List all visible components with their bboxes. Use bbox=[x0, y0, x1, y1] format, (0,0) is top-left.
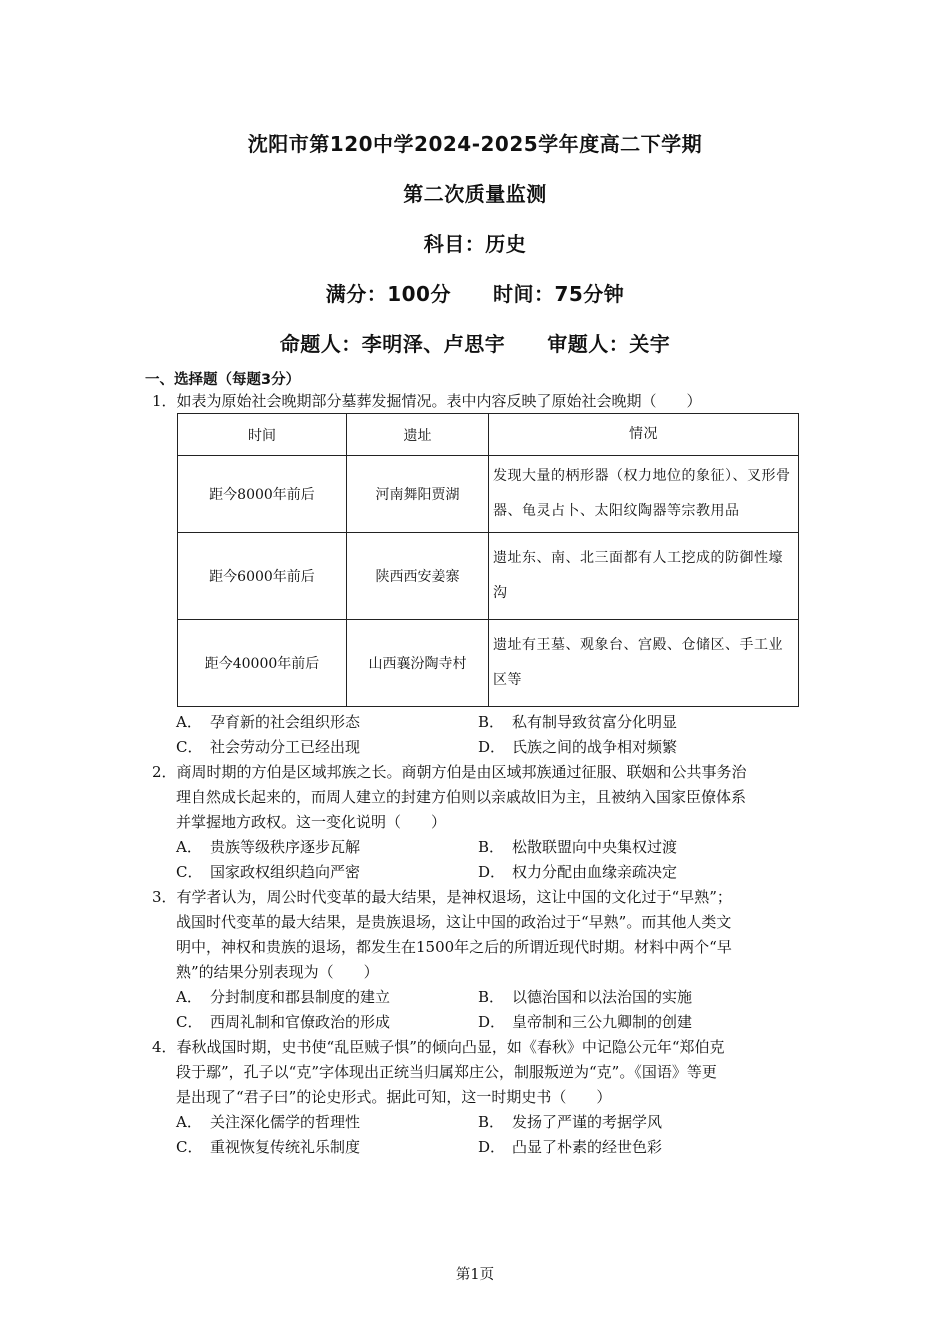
option-b[interactable]: B． 松散联盟向中央集权过渡 bbox=[478, 838, 678, 856]
table-row bbox=[178, 620, 799, 707]
question-stem-line: 并掌握地方政权。这一变化说明（ ） bbox=[176, 813, 447, 831]
exam-time: 时间：75分钟 bbox=[492, 282, 625, 306]
question-4-options bbox=[176, 1110, 816, 1160]
full-score: 满分：100分 bbox=[325, 282, 451, 306]
table-cell-time: 距今8000年前后 bbox=[178, 456, 347, 533]
option-c[interactable]: C． 国家政权组织趋向严密 bbox=[176, 863, 361, 881]
exam-title: 沈阳市第120中学2024-2025学年度高二下学期 bbox=[247, 132, 703, 156]
table-cell-situation: 遗址东、南、北三面都有人工挖成的防御性壕沟 bbox=[489, 533, 799, 620]
question-stem-line: 商周时期的方伯是区域邦族之长。商朝方伯是由区域邦族通过征服、联姻和公共事务治 bbox=[176, 763, 747, 781]
table-row bbox=[178, 533, 799, 620]
question-stem-line: 熟”的结果分别表现为（ ） bbox=[176, 963, 379, 981]
question-number: 1． bbox=[152, 392, 177, 410]
question-1-options bbox=[176, 710, 816, 760]
table-cell-time: 距今6000年前后 bbox=[178, 533, 347, 620]
option-c[interactable]: C． 重视恢复传统礼乐制度 bbox=[176, 1138, 361, 1156]
option-a[interactable]: A． 贵族等级秩序逐步瓦解 bbox=[176, 838, 361, 856]
table-cell-site: 山西襄汾陶寺村 bbox=[347, 620, 489, 707]
question-stem-line: 是出现了“君子曰”的论史形式。据此可知，这一时期史书（ ） bbox=[176, 1088, 612, 1106]
question-number: 2． bbox=[152, 763, 177, 781]
table-cell-time: 距今40000年前后 bbox=[178, 620, 347, 707]
question-stem-line: 战国时代变革的最大结果，是贵族退场，这让中国的政治过于“早熟”。而其他人类文 bbox=[176, 913, 732, 931]
question-stem-line: 明中，神权和贵族的退场，都发生在1500年之后的所谓近现代时期。材料中两个“早 bbox=[176, 938, 732, 956]
option-d[interactable]: D． 氏族之间的战争相对频繁 bbox=[478, 738, 678, 756]
option-d[interactable]: D． 凸显了朴素的经世色彩 bbox=[478, 1138, 663, 1156]
option-a[interactable]: A． 分封制度和郡县制度的建立 bbox=[176, 988, 391, 1006]
table-header-situation: 情况 bbox=[489, 414, 799, 456]
question-2-options bbox=[176, 835, 816, 885]
section-title: 一、选择题（每题3分） bbox=[145, 372, 301, 388]
table-row bbox=[178, 456, 799, 533]
table-header-time: 时间 bbox=[178, 414, 347, 456]
question-number: 3． bbox=[152, 888, 177, 906]
page-number: 第1页 bbox=[455, 1267, 495, 1283]
table-cell-situation: 遗址有王墓、观象台、宫殿、仓储区、手工业区等 bbox=[489, 620, 799, 707]
question-1 bbox=[152, 389, 812, 414]
option-b[interactable]: B． 以德治国和以法治国的实施 bbox=[478, 988, 693, 1006]
authors-line bbox=[0, 328, 950, 357]
option-d[interactable]: D． 皇帝制和三公九卿制的创建 bbox=[478, 1013, 693, 1031]
question-setter: 命题人：李明泽、卢思宇 bbox=[279, 332, 506, 356]
option-c[interactable]: C． 社会劳动分工已经出现 bbox=[176, 738, 361, 756]
question-number: 4． bbox=[152, 1038, 177, 1056]
table-cell-site: 河南舞阳贾湖 bbox=[347, 456, 489, 533]
question-4 bbox=[152, 1035, 812, 1110]
option-b[interactable]: B． 私有制导致贫富分化明显 bbox=[478, 713, 678, 731]
exam-subtitle: 第二次质量监测 bbox=[403, 182, 547, 206]
question-3-options bbox=[176, 985, 816, 1035]
subject-line: 科目：历史 bbox=[423, 232, 527, 256]
question-stem-line: 有学者认为，周公时代变革的最大结果，是神权退场，这让中国的文化过于“早熟”； bbox=[176, 888, 732, 906]
question-stem-line: 理自然成长起来的，而周人建立的封建方伯则以亲戚故旧为主，且被纳入国家臣僚体系 bbox=[176, 788, 747, 806]
question-stem: 如表为原始社会晚期部分墓葬发掘情况。表中内容反映了原始社会晚期（ ） bbox=[176, 392, 702, 410]
table-cell-site: 陕西西安姜寨 bbox=[347, 533, 489, 620]
score-time-line bbox=[0, 278, 950, 307]
option-d[interactable]: D． 权力分配由血缘亲疏决定 bbox=[478, 863, 678, 881]
option-c[interactable]: C． 西周礼制和官僚政治的形成 bbox=[176, 1013, 391, 1031]
option-a[interactable]: A． 关注深化儒学的哲理性 bbox=[176, 1113, 361, 1131]
option-a[interactable]: A． 孕育新的社会组织形态 bbox=[176, 713, 361, 731]
table-header-row bbox=[178, 414, 799, 456]
excavation-table bbox=[177, 413, 799, 707]
question-3 bbox=[152, 885, 812, 985]
table-cell-situation: 发现大量的柄形器（权力地位的象征）、叉形骨器、龟灵占卜、太阳纹陶器等宗教用品 bbox=[489, 456, 799, 533]
option-b[interactable]: B． 发扬了严谨的考据学风 bbox=[478, 1113, 663, 1131]
question-stem-line: 段于鄢”，孔子以“克”字体现出正统当归属郑庄公，制服叛逆为“克”。《国语》等更 bbox=[176, 1063, 717, 1081]
question-reviewer: 审题人：关宇 bbox=[547, 332, 671, 356]
question-stem-line: 春秋战国时期，史书使“乱臣贼子惧”的倾向凸显，如《春秋》中记隐公元年“郑伯克 bbox=[176, 1038, 725, 1056]
question-2 bbox=[152, 760, 812, 835]
table-header-site: 遗址 bbox=[347, 414, 489, 456]
